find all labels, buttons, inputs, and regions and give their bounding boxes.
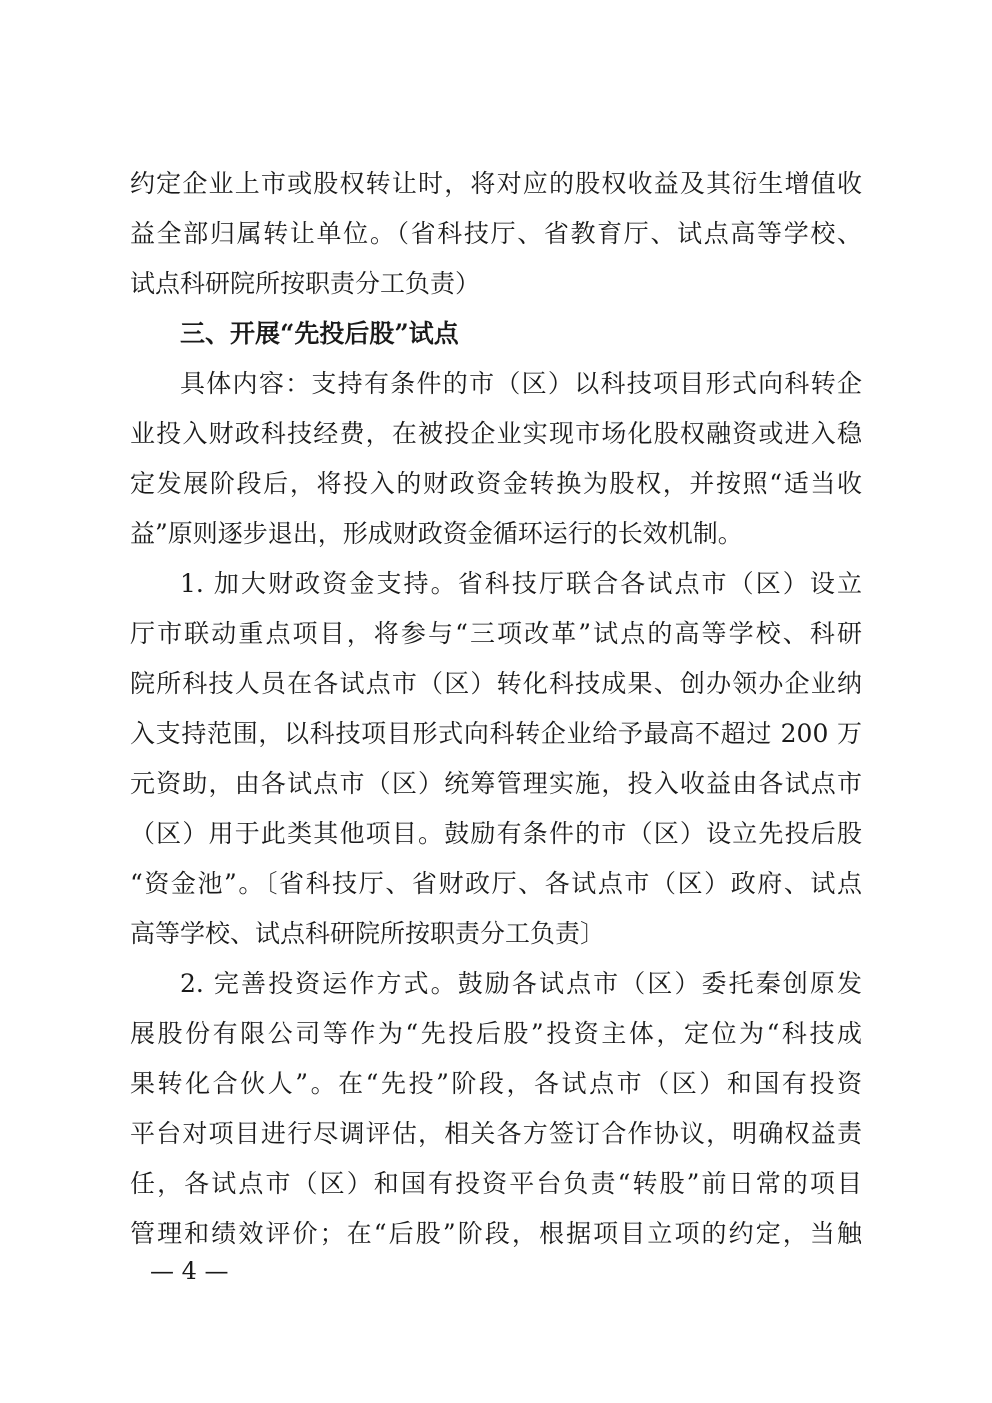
body-text-line: 约定企业上市或股权转让时，将对应的股权收益及其衍生增值收	[130, 169, 862, 198]
body-text-line: 果转化合伙人”。在“先投”阶段，各试点市（区）和国有投资	[130, 1069, 862, 1098]
section-heading: 三、开展“先投后股”试点	[180, 319, 459, 348]
body-text-line: 定发展阶段后，将投入的财政资金转换为股权，并按照“适当收	[130, 469, 862, 498]
body-text-line: （区）用于此类其他项目。鼓励有条件的市（区）设立先投后股	[130, 819, 862, 848]
body-text-line: 入支持范围，以科技项目形式向科转企业给予最高不超过 200 万	[130, 719, 862, 748]
body-text-line: 1. 加大财政资金支持。省科技厅联合各试点市（区）设立	[180, 569, 862, 598]
body-text-line: 益全部归属转让单位。（省科技厅、省教育厅、试点高等学校、	[130, 219, 862, 248]
body-text-line: 院所科技人员在各试点市（区）转化科技成果、创办领办企业纳	[130, 669, 862, 698]
body-text-line: “资金池”。〔省科技厅、省财政厅、各试点市（区）政府、试点	[130, 869, 862, 898]
body-text-line: 平台对项目进行尽调评估，相关各方签订合作协议，明确权益责	[130, 1119, 862, 1148]
body-text-line: 展股份有限公司等作为“先投后股”投资主体，定位为“科技成	[130, 1019, 862, 1048]
body-text-line: 2. 完善投资运作方式。鼓励各试点市（区）委托秦创原发	[180, 969, 862, 998]
body-text-line: 具体内容：支持有条件的市（区）以科技项目形式向科转企	[180, 369, 862, 398]
body-text-line: 管理和绩效评价；在“后股”阶段，根据项目立项的约定，当触	[130, 1219, 862, 1248]
body-text-line: 益”原则逐步退出，形成财政资金循环运行的长效机制。	[130, 519, 743, 548]
page-number: — 4 —	[150, 1257, 229, 1285]
body-text-line: 高等学校、试点科研院所按职责分工负责〕	[130, 919, 606, 948]
body-text-line: 元资助，由各试点市（区）统筹管理实施，投入收益由各试点市	[130, 769, 862, 798]
body-text-line: 试点科研院所按职责分工负责）	[130, 269, 481, 298]
body-text-line: 业投入财政科技经费，在被投企业实现市场化股权融资或进入稳	[130, 419, 862, 448]
body-text-line: 任，各试点市（区）和国有投资平台负责“转股”前日常的项目	[130, 1169, 862, 1198]
body-text-line: 厅市联动重点项目，将参与“三项改革”试点的高等学校、科研	[130, 619, 862, 648]
